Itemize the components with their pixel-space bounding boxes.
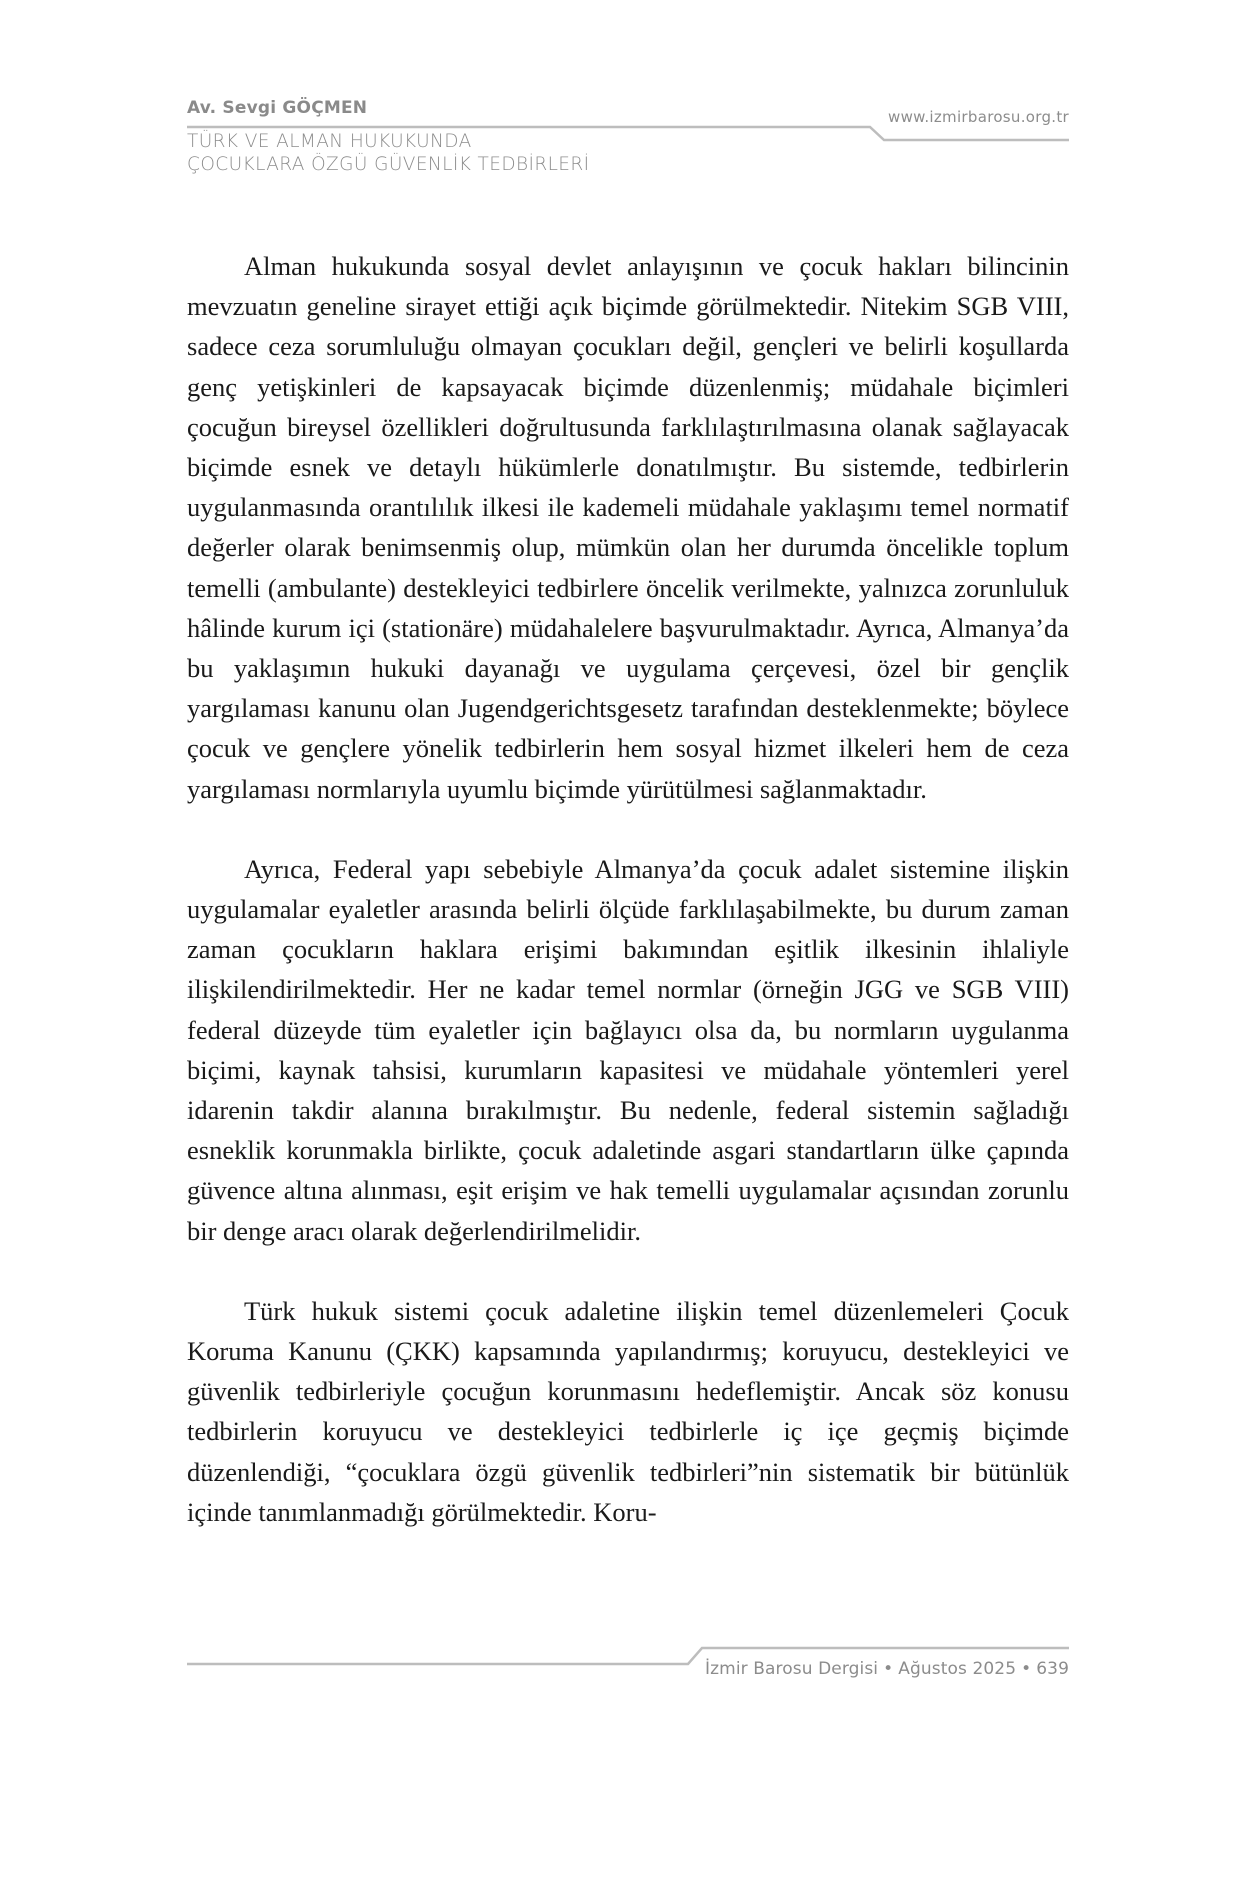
header-title-line-2: ÇOCUKLARA ÖZGÜ GÜVENLİK TEDBİRLERİ [187,154,590,175]
article-body [187,246,1069,1532]
body-paragraph-1: Alman hukukunda sosyal devlet anlayışının ve çocuk hakları bilincinin mevzuatın geneline sirayet ettiği açık biçimde görülmektedir. Nitekim SGB VIII, sadece ceza sorumluluğu olmayan çocukları değil, gençleri ve belirli koşullarda genç yetişkinleri de kapsayacak biçimde düzenlenmiş; müdahale biçimleri çocuğun bireysel özellikleri doğrultusunda farklılaştırılmasına olanak sağlayacak biçimde esnek ve detaylı hükümlerle donatılmıştır. Bu sistemde, tedbirlerin uygulanmasında orantılılık ilkesi ile kademeli müdahale yaklaşımı temel normatif değerler olarak benimsenmiş olup, mümkün olan her durumda öncelikle toplum temelli (ambulante) destekleyici tedbirlere öncelik verilmekte, yalnızca zorunluluk hâlinde kurum içi (stationäre) müdahalelere başvurulmaktadır. Ayrıca, Almanya’da bu yaklaşımın hukuki dayanağı ve uygulama çerçevesi, özel bir gençlik yargılaması kanunu olan Jugendgerichtsgesetz tarafından desteklenmekte; böylece çocuk ve gençlere yönelik tedbirlerin hem sosyal hizmet ilkeleri hem de ceza yargılaması normlarıyla uyumlu biçimde yürütülmesi sağlanmaktadır. [187,251,1069,804]
footer-bullet-icon: • [1021,1659,1032,1679]
header-author: Av. Sevgi GÖÇMEN [187,98,368,118]
footer-issue-date: Ağustos 2025 [898,1659,1017,1679]
body-paragraph-2: Ayrıca, Federal yapı sebebiyle Almanya’da çocuk adalet sistemine ilişkin uygulamalar eyaletler arasında belirli ölçüde farklılaşabilmekte, bu durum zaman zaman çocukların haklara erişimi bakımından eşitlik ilkesinin ihlaliyle ilişkilendirilmektedir. Her ne kadar temel normlar (örneğin JGG ve SGB VIII) federal düzeyde tüm eyaletler için bağlayıcı olsa da, bu normların uygulanma biçimi, kaynak tahsisi, kurumların kapasitesi ve müdahale yöntemleri yerel idarenin takdir alanına bırakılmıştır. Bu nedenle, federal sistemin sağladığı esneklik korunmakla birlikte, çocuk adaletinde asgari standartların ülke çapında güvence altına alınması, eşit erişim ve hak temelli uygulamalar açısından zorunlu bir denge aracı olarak değerlendirilmelidir. [187,853,1069,1246]
footer-bullet-icon: • [883,1659,894,1679]
footer-journal-name: İzmir Barosu Dergisi [705,1659,879,1679]
header-website-link[interactable]: www.izmirbarosu.org.tr [888,108,1070,126]
header-title-line-1: TÜRK VE ALMAN HUKUKUNDA [187,131,472,152]
body-paragraph-3: Türk hukuk sistemi çocuk adaletine ilişkin temel düzenlemeleri Çocuk Koruma Kanunu (ÇKK) kapsamında yapılandırmış; koruyucu, destekleyici ve güvenlik tedbirleriyle çocuğun korunmasını hedeflemiştir. Ancak söz konusu tedbirlerin koruyucu ve destekleyici tedbirlerle iç içe geçmiş biçimde düzenlendiği, “çocuklara özgü güvenlik tedbirleri”nin sistematik bir bütünlük içinde tanımlanmadığı görülmektedir. Koru- [187,1295,1069,1527]
header-article-title [187,130,590,176]
page-number: 639 [1036,1659,1069,1679]
page-footer [680,1659,1069,1679]
